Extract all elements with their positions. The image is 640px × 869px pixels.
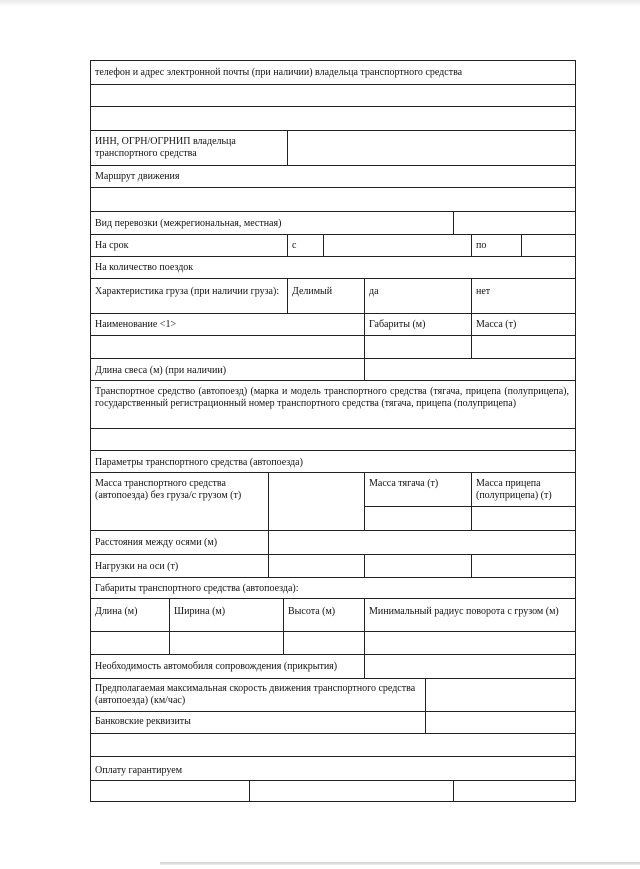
axle-load-row [90, 555, 576, 578]
cargo-mass-value[interactable] [471, 336, 575, 358]
payment-label: Оплату гарантируем [95, 765, 183, 776]
cargo-mass-label: Масса (т) [471, 314, 575, 335]
application-form-table [90, 60, 576, 802]
width-value[interactable] [169, 632, 283, 654]
cargo-name-value[interactable] [91, 336, 364, 358]
transport-type-row [90, 212, 576, 235]
dimensions-header-row [90, 599, 576, 632]
axle-load-value-3[interactable] [471, 555, 575, 577]
transport-type-label: Вид перевозки (межрегиональная, местная) [95, 218, 282, 229]
cargo-dimensions-value[interactable] [364, 336, 471, 358]
transport-type-value[interactable] [453, 212, 575, 234]
cargo-value-row [90, 336, 576, 359]
term-label: На срок [95, 240, 129, 251]
turn-radius-value[interactable] [364, 632, 575, 654]
cargo-header-row [90, 314, 576, 336]
signature-field-3[interactable] [453, 781, 575, 801]
vehicle-row [90, 381, 576, 429]
dimensions-value-row [90, 632, 576, 655]
scan-shadow [160, 862, 640, 865]
axle-load-label: Нагрузки на оси (т) [95, 561, 179, 572]
bank-label: Банковские реквизиты [95, 716, 191, 727]
scan-edge [0, 0, 640, 6]
trailer-mass-cell [471, 473, 575, 530]
signature-field-2[interactable] [249, 781, 453, 801]
mass-row [90, 473, 576, 531]
escort-label: Необходимость автомобиля сопровождения (прикрытия) [95, 661, 338, 672]
axle-load-value-2[interactable] [364, 555, 471, 577]
length-label: Длина (м) [95, 606, 138, 617]
trips-label: На количество поездок [95, 262, 194, 273]
cargo-yes-option[interactable]: да [364, 279, 471, 313]
divisible-label: Делимый [287, 279, 364, 313]
route-value[interactable] [90, 188, 576, 212]
bank-value[interactable] [425, 712, 575, 733]
max-speed-label: Предполагаемая максимальная скорость движения транспортного средства (автопоезда) (км/час) [95, 683, 416, 706]
inn-row [90, 131, 576, 166]
axle-distance-label: Расстояния между осями (м) [95, 537, 218, 548]
inn-label: ИНН, ОГРН/ОГРНИП владельца транспортного средства [95, 136, 236, 159]
cargo-dimensions-label: Габариты (м) [364, 314, 471, 335]
term-from-label: с [287, 235, 323, 256]
vehicle-value[interactable] [90, 429, 576, 451]
axle-distance-row [90, 531, 576, 555]
tractor-mass-cell [364, 473, 471, 530]
inn-value[interactable] [287, 131, 575, 165]
blank-row[interactable] [90, 107, 576, 131]
vehicle-dimensions-row [90, 578, 576, 599]
overhang-label: Длина свеса (м) (при наличии) [95, 365, 227, 376]
payment-row [90, 757, 576, 781]
owner-contacts-label: телефон и адрес электронной почты (при наличии) владельца транспортного средства [95, 67, 463, 78]
height-label: Высота (м) [283, 599, 364, 631]
max-speed-value[interactable] [425, 679, 575, 711]
bank-row [90, 712, 576, 734]
owner-contacts-value[interactable] [90, 85, 576, 107]
escort-value[interactable] [364, 655, 575, 678]
cargo-name-label: Наименование <1> [95, 319, 177, 330]
vehicle-mass-value[interactable] [268, 473, 364, 530]
cargo-char-row [90, 279, 576, 314]
vehicle-mass-label: Масса транспортного средства (автопоезда) без груза/с грузом (т) [95, 478, 242, 501]
overhang-value[interactable] [364, 359, 575, 380]
signature-row [90, 781, 576, 802]
trailer-mass-label: Масса прицепа (полуприцепа) (т) [472, 473, 575, 507]
term-to-value[interactable] [521, 235, 575, 256]
length-value[interactable] [91, 632, 169, 654]
params-label: Параметры транспортного средства (автопоезда) [95, 457, 303, 468]
width-label: Ширина (м) [169, 599, 283, 631]
term-from-value[interactable] [323, 235, 471, 256]
route-row [90, 166, 576, 188]
overhang-row [90, 359, 576, 381]
term-to-label: по [471, 235, 521, 256]
params-row [90, 451, 576, 473]
escort-row [90, 655, 576, 679]
bank-value-row[interactable] [90, 734, 576, 757]
signature-field-1[interactable] [91, 781, 249, 801]
cargo-no-option[interactable]: нет [471, 279, 575, 313]
route-label: Маршрут движения [95, 171, 180, 182]
tractor-mass-label: Масса тягача (т) [365, 473, 471, 507]
tractor-mass-value[interactable] [365, 507, 471, 531]
cargo-char-label: Характеристика груза (при наличии груза): [95, 286, 280, 297]
trips-row [90, 257, 576, 279]
height-value[interactable] [283, 632, 364, 654]
vehicle-dimensions-label: Габариты транспортного средства (автопоезда): [95, 583, 299, 594]
axle-distance-value[interactable] [268, 531, 575, 554]
turn-radius-label: Минимальный радиус поворота с грузом (м) [364, 599, 575, 631]
max-speed-row [90, 679, 576, 712]
trailer-mass-value[interactable] [472, 507, 575, 531]
axle-load-value-1[interactable] [268, 555, 364, 577]
term-row [90, 235, 576, 257]
vehicle-label: Транспортное средство (автопоезд) (марка и модель транспортного средства (тягача, прицепа (полуприцепа), государственный регистрационный номер транспортного средства (тягача, прицепа (полуприцепа) [95, 386, 569, 409]
owner-contacts-row [90, 61, 576, 85]
